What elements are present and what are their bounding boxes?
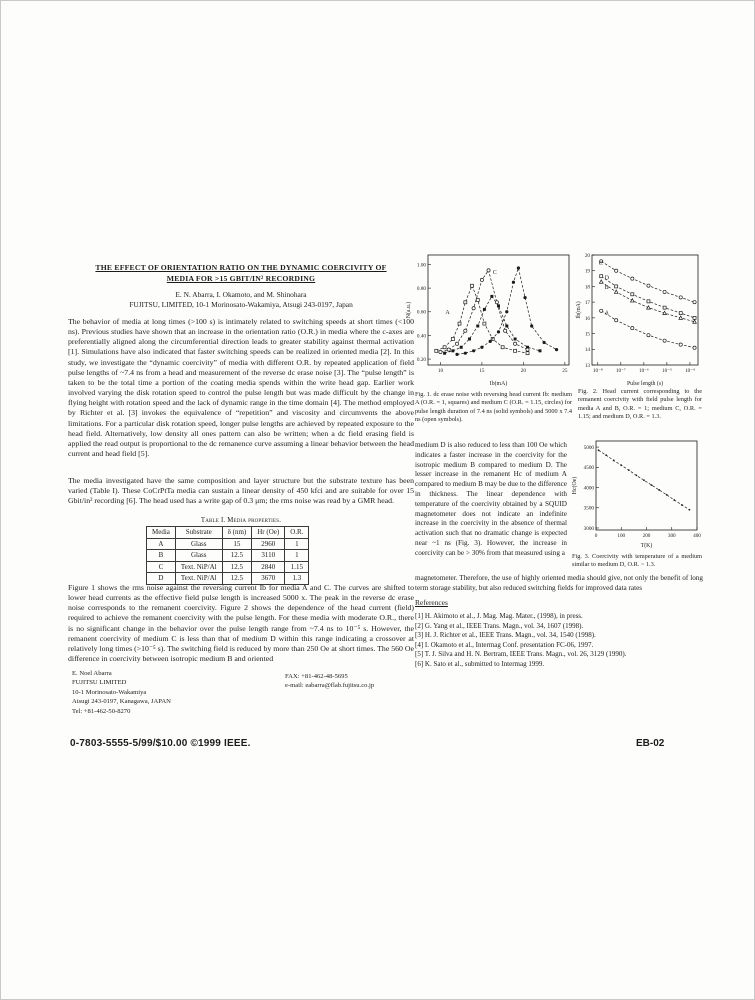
svg-text:Pulse length (s): Pulse length (s) xyxy=(626,381,664,387)
svg-text:Ib(mA): Ib(mA) xyxy=(489,381,508,387)
table-header-cell: Media xyxy=(147,527,176,539)
table-cell: 3670 xyxy=(252,573,285,585)
contact-company: FUJITSU LIMITED xyxy=(72,679,127,687)
paragraph-discussion-wide: magnetometer. Therefore, the use of highly oriented media should give, not only the benefit of long term storage stability, but also reduced switching fields for improved data rates xyxy=(415,574,703,592)
paper-id-label: EB-02 xyxy=(636,738,665,749)
reference-item: [3] H. J. Richter et al., IEEE Trans. Magn., vol. 34, 1540 (1998). xyxy=(415,631,596,640)
svg-text:5000: 5000 xyxy=(583,444,594,451)
svg-text:17: 17 xyxy=(584,300,590,307)
svg-text:A: A xyxy=(445,310,450,317)
paragraph-intro: The behavior of media at long times (>100 s) is intimately related to switching speeds at short times (<100 ns). Previous studies have shown that an increase in the orientation ratio (O.R.) in media where the c-axes are preferentially aligned along the circumferential direction leads to greater stability against thermal activation [1]. Simulations have also indicated that faster switching speeds can be realized in oriented media [2]. In this study, we investigate the “dynamic coercivity” of media with different O.R. by repeated application of field pulse lengths of ~7.4 ns from a head and measurement of the reverse dc erase noise [3]. The “pulse length” is taken to be the total time a portion of the coating media spends within the write head gap. Earlier work involved varying the disk rotation speed to control the pulse length but was made difficult by the change in flying height with rotation speed and the lack of dynamic range in the time domain [4]. The method employed by Richter et al. [3] invokes the equivalence of “repetition” and viscosity and circumvents the above limitations. For a particular disk rotation speed, longer pulse lengths are achieved by repeated exposure to the head field. Alternatively, low density all ones pattern can also be written; when a dc field erasing field is applied the read output is proportional to the dc remanence curve assuming a linear behavior between the head current and head field [5]. xyxy=(68,317,414,459)
svg-text:D: D xyxy=(604,275,610,282)
svg-text:100: 100 xyxy=(617,533,626,539)
table-cell: Glass xyxy=(175,550,222,562)
fig1-dc-erase-noise-chart xyxy=(404,250,574,387)
table-header-cell: Substrate xyxy=(175,527,222,539)
table-cell: Glass xyxy=(175,538,222,550)
contact-fax: FAX: +81-462-48-5695 xyxy=(285,673,348,680)
contact-name: E. Noel Abarra xyxy=(72,670,112,677)
reference-item: [6] K. Sato et al., submitted to Intermag 1999. xyxy=(415,659,545,668)
fig2-caption: Fig. 2. Head current corresponding to the remanent coercivity with field pulse length for media A and B, O.R. = 1; medium C, O.R. = 1.15; and medium D, O.R. = 1.3. xyxy=(578,388,702,420)
table-cell: Text. NiP/Al xyxy=(175,573,222,585)
svg-text:10⁻⁷: 10⁻⁷ xyxy=(615,368,626,374)
svg-text:A: A xyxy=(604,310,610,317)
media-properties-table xyxy=(146,526,309,585)
table-cell: 12.5 xyxy=(222,561,252,573)
table-cell: 1 xyxy=(285,538,309,550)
svg-text:15: 15 xyxy=(479,368,485,374)
table-caption: Table I. Media properties. xyxy=(200,517,282,524)
table-cell: 2840 xyxy=(252,561,285,573)
table-row xyxy=(147,538,309,550)
paper-title xyxy=(68,263,414,284)
table-cell: A xyxy=(147,538,176,550)
paragraph-discussion-narrow: medium D is also reduced to less than 100 Oe which indicates a faster increase in the coercivity for the isotropic medium B compared to medium D. The lesser increase in the remanent Hc of medium A compared to medium B may be due to the difference in thickness. The linear dependence with temperature of the coercivity obtained by a SQUID magnetometer does not indicate an indefinite increase in the coercivity in the absence of thermal activation such that no dramatic change is expected near ~1 ns (Fig. 3). However, the increase in coercivity can be > 30% from that measured using a xyxy=(415,441,567,557)
fig3-caption: Fig. 3. Coercivity with temperature of a medium similar to medium D, O.R. ~ 1.3. xyxy=(572,553,702,569)
table-cell: D xyxy=(147,573,176,585)
table-header-row xyxy=(147,527,309,539)
contact-street: 10-1 Morinosato-Wakamiya xyxy=(72,688,147,696)
authors-line: E. N. Abarra, I. Okamoto, and M. Shinohara xyxy=(175,290,307,299)
table-cell: B xyxy=(147,550,176,562)
table-cell: 12.5 xyxy=(222,550,252,562)
contact-email: e-mail: eabarra@flab.fujitsu.co.jp xyxy=(285,682,375,690)
svg-text:25: 25 xyxy=(562,368,568,374)
svg-text:10⁻⁴: 10⁻⁴ xyxy=(685,368,695,374)
svg-text:10⁻⁶: 10⁻⁶ xyxy=(638,368,649,374)
svg-text:10⁻⁵: 10⁻⁵ xyxy=(662,368,672,374)
svg-text:4000: 4000 xyxy=(583,485,594,492)
svg-text:0: 0 xyxy=(594,533,598,539)
reference-item: [1] H. Akimoto et al., J. Mag. Mag. Mater., (1998), in press. xyxy=(415,612,583,620)
svg-text:20: 20 xyxy=(584,252,590,259)
svg-text:200: 200 xyxy=(642,533,651,539)
svg-text:Hc(Oe): Hc(Oe) xyxy=(572,476,578,495)
contact-city: Atsugi 243-0197, Kanagawa, JAPAN xyxy=(72,698,171,706)
svg-text:400: 400 xyxy=(693,533,701,539)
table-cell: Text. NiP/Al xyxy=(175,561,222,573)
table-header-cell: Hr (Oe) xyxy=(252,527,285,539)
svg-text:0.40: 0.40 xyxy=(416,333,426,340)
table-row xyxy=(147,561,309,573)
svg-text:B: B xyxy=(604,284,609,291)
svg-text:4500: 4500 xyxy=(583,465,594,472)
table-cell: 1.3 xyxy=(285,573,309,585)
svg-text:N(a.u.): N(a.u.) xyxy=(406,301,412,319)
paper-title-line1: THE EFFECT OF ORIENTATION RATIO ON THE DYNAMIC COERCIVITY OF xyxy=(95,263,387,272)
table-cell: 3110 xyxy=(252,550,285,562)
svg-text:3000: 3000 xyxy=(583,525,594,532)
table-cell: 1.15 xyxy=(285,561,309,573)
table-cell: 15 xyxy=(222,538,252,550)
svg-text:10: 10 xyxy=(437,368,444,374)
table-header-cell: δ (nm) xyxy=(222,527,252,539)
references-heading: References xyxy=(415,598,448,607)
ieee-copyright-line: 0-7803-5555-5/99/$10.00 ©1999 IEEE. xyxy=(70,738,251,749)
table-cell: 2960 xyxy=(252,538,285,550)
svg-text:C: C xyxy=(492,269,497,276)
paragraph-results: Figure 1 shows the rms noise against the reversing current Ib for media A and C. The curves are shifted to lower head currents as the effective field pulse length is increased 5000 x. The peak in the reverse dc erase noise corresponds to the remanent coercivity. Figure 2 shows the dependence of the head current (field) required to achieve the remanent coercivity with the pulse length. For these media with moderate O.R., there is no significant change in the behavior over the pulse length range from ~7.4 ns to 10⁻⁵ s. However, the remanent coercivity of medium C is less than that of medium D within this range indicating a crossover at relatively long times (>10⁻⁵ s). The switching field is reduced by more than 250 Oe at short times. The 560 Oe difference in coercivity between isotropic medium B and oriented xyxy=(68,583,414,664)
svg-text:T(K): T(K) xyxy=(640,543,653,549)
svg-text:10⁻⁸: 10⁻⁸ xyxy=(592,368,603,374)
svg-text:0.60: 0.60 xyxy=(416,309,426,316)
table-row xyxy=(147,550,309,562)
reference-item: [2] G. Yang et al., IEEE Trans. Magn., vol. 34, 1607 (1998). xyxy=(415,621,584,630)
svg-text:C: C xyxy=(598,261,603,268)
contact-block-right xyxy=(285,672,495,691)
contact-tel: Tel: +81-462-50-8270 xyxy=(72,707,131,715)
svg-text:15: 15 xyxy=(584,331,590,338)
svg-text:Ib(mA): Ib(mA) xyxy=(576,301,582,319)
affiliation-line: FUJITSU, LIMITED, 10-1 Morinosato-Wakamiya, Atsugi 243-0197, Japan xyxy=(129,300,353,309)
table-cell: 1 xyxy=(285,550,309,562)
svg-text:1.00: 1.00 xyxy=(416,262,426,269)
references-list xyxy=(415,612,707,670)
svg-text:18: 18 xyxy=(584,284,590,291)
svg-text:20: 20 xyxy=(520,368,526,374)
svg-text:0.20: 0.20 xyxy=(416,356,426,363)
reference-item: [4] I. Okamoto et al., Intermag Conf. presentation FC-06, 1997. xyxy=(415,640,594,649)
fig1-caption: Fig. 1. dc erase noise with reversing head current Ib: medium A (O.R. = 1, squares) and medium C (O.R. = 1.15, circles) for pulse length duration of 7.4 ns (solid symbols) and 5000 x 7.4 ns (open symbols). xyxy=(415,391,572,423)
paper-title-line2: MEDIA FOR >15 GBIT/IN² RECORDING xyxy=(166,273,316,283)
svg-text:3500: 3500 xyxy=(583,505,594,512)
svg-text:19: 19 xyxy=(584,268,590,275)
fig2-head-current-chart xyxy=(574,250,702,387)
svg-text:0.80: 0.80 xyxy=(416,286,426,293)
table-cell: 12.5 xyxy=(222,573,252,585)
svg-text:300: 300 xyxy=(667,533,676,539)
fig3-coercivity-temperature-chart xyxy=(570,437,702,549)
svg-text:13: 13 xyxy=(584,362,590,369)
paragraph-media: The media investigated have the same composition and layer structure but the substrate texture has been varied (Table I). These CoCrPtTa media can sustain a linear density of 450 kfci and are suitable for over 15 Gbit/in² recording [6]. The head used has a write gap of 0.3 μm; the rms noise was read by a GMR head. xyxy=(68,476,414,506)
svg-text:16: 16 xyxy=(584,315,590,322)
reference-item: [5] T. J. Silva and H. N. Bertram, IEEE Trans. Magn., vol. 26, 3129 (1990). xyxy=(415,650,627,659)
table-cell: C xyxy=(147,561,176,573)
contact-block-left xyxy=(72,669,267,716)
svg-text:14: 14 xyxy=(584,347,590,354)
table-header-cell: O.R. xyxy=(285,527,309,539)
